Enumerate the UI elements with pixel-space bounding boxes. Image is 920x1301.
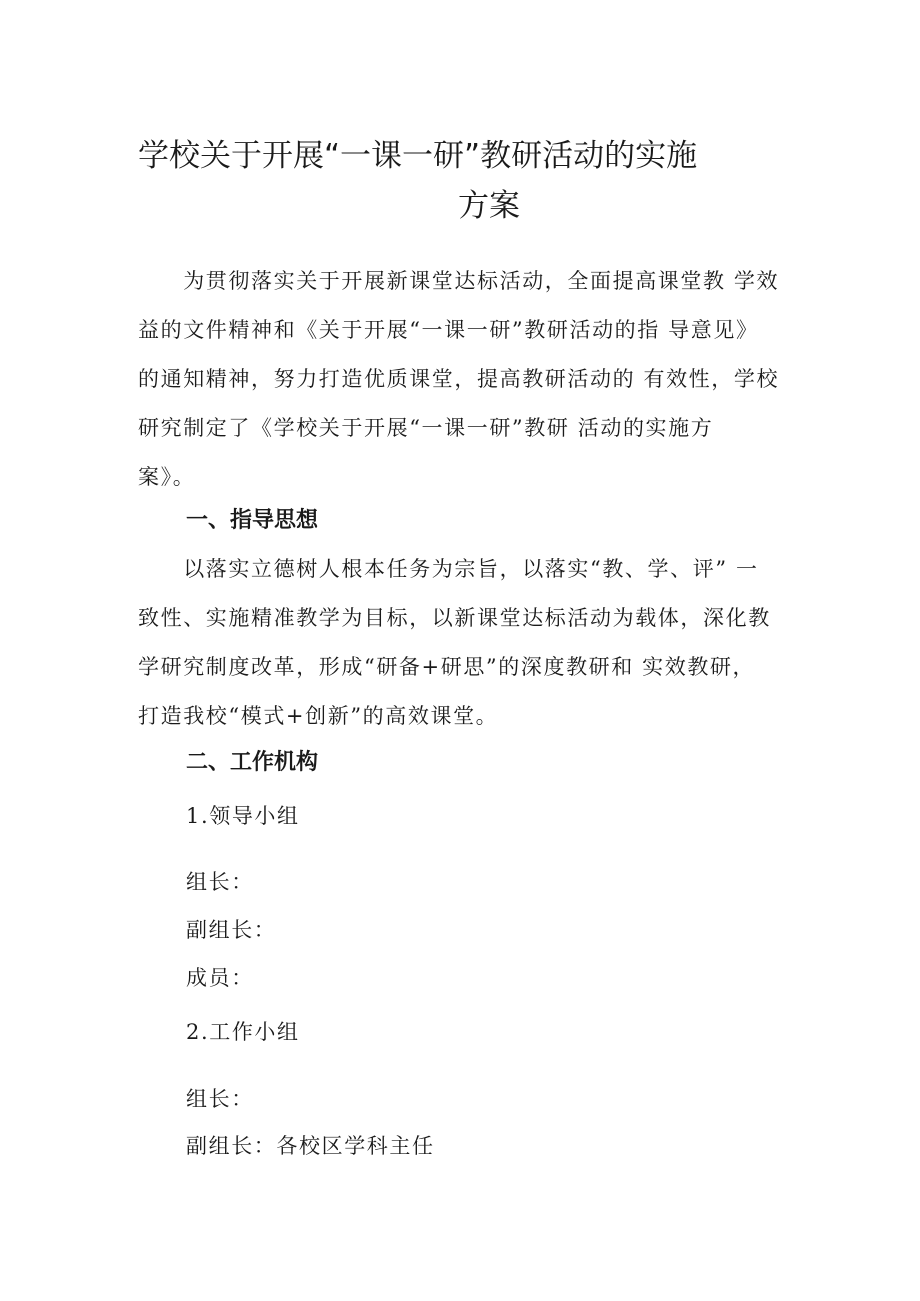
leading-group-leader: 组长： [186,870,254,894]
working-group-leader: 组长： [186,1087,254,1111]
guiding-ideology-paragraph [138,545,793,741]
guiding-line: 学研究制度改革，形成“研备+研思”的深度教研和 实效教研， [138,655,756,679]
intro-line: 研究制定了《学校关于开展“一课一研”教研 活动的实施方 [138,416,714,440]
section-heading-working-organization: 二、工作机构 [186,750,319,775]
working-group-deputy: 副组长：各校区学科主任 [186,1134,435,1158]
leading-group-members: 成员： [186,966,254,990]
intro-line: 为贯彻落实关于开展新课堂达标活动，全面提高课堂教 学效 [138,269,780,293]
intro-line: 益的文件精神和《关于开展“一课一研”教研活动的指 导意见》 [138,318,759,342]
intro-line: 的通知精神，努力打造优质课堂，提高教研活动的 有效性，学校 [138,367,780,391]
intro-paragraph [138,257,793,502]
document-title-line-2: 方案 [458,188,520,224]
section-heading-guiding-ideology: 一、指导思想 [186,508,319,533]
document-title-line-1: 学校关于开展“一课一研”教研活动的实施 [138,138,698,174]
working-group-label: 2.工作小组 [186,1020,300,1044]
leading-group-deputy: 副组长： [186,918,277,942]
guiding-line: 致性、实施精准教学为目标，以新课堂达标活动为载体，深化教 [138,606,771,630]
intro-line: 案》。 [138,465,196,489]
guiding-line: 打造我校“模式+创新”的高效课堂。 [138,704,499,728]
guiding-line: 以落实立德树人根本任务为宗旨，以落实“教、学、评” 一 [138,557,759,581]
leading-group-label: 1.领导小组 [186,804,300,828]
